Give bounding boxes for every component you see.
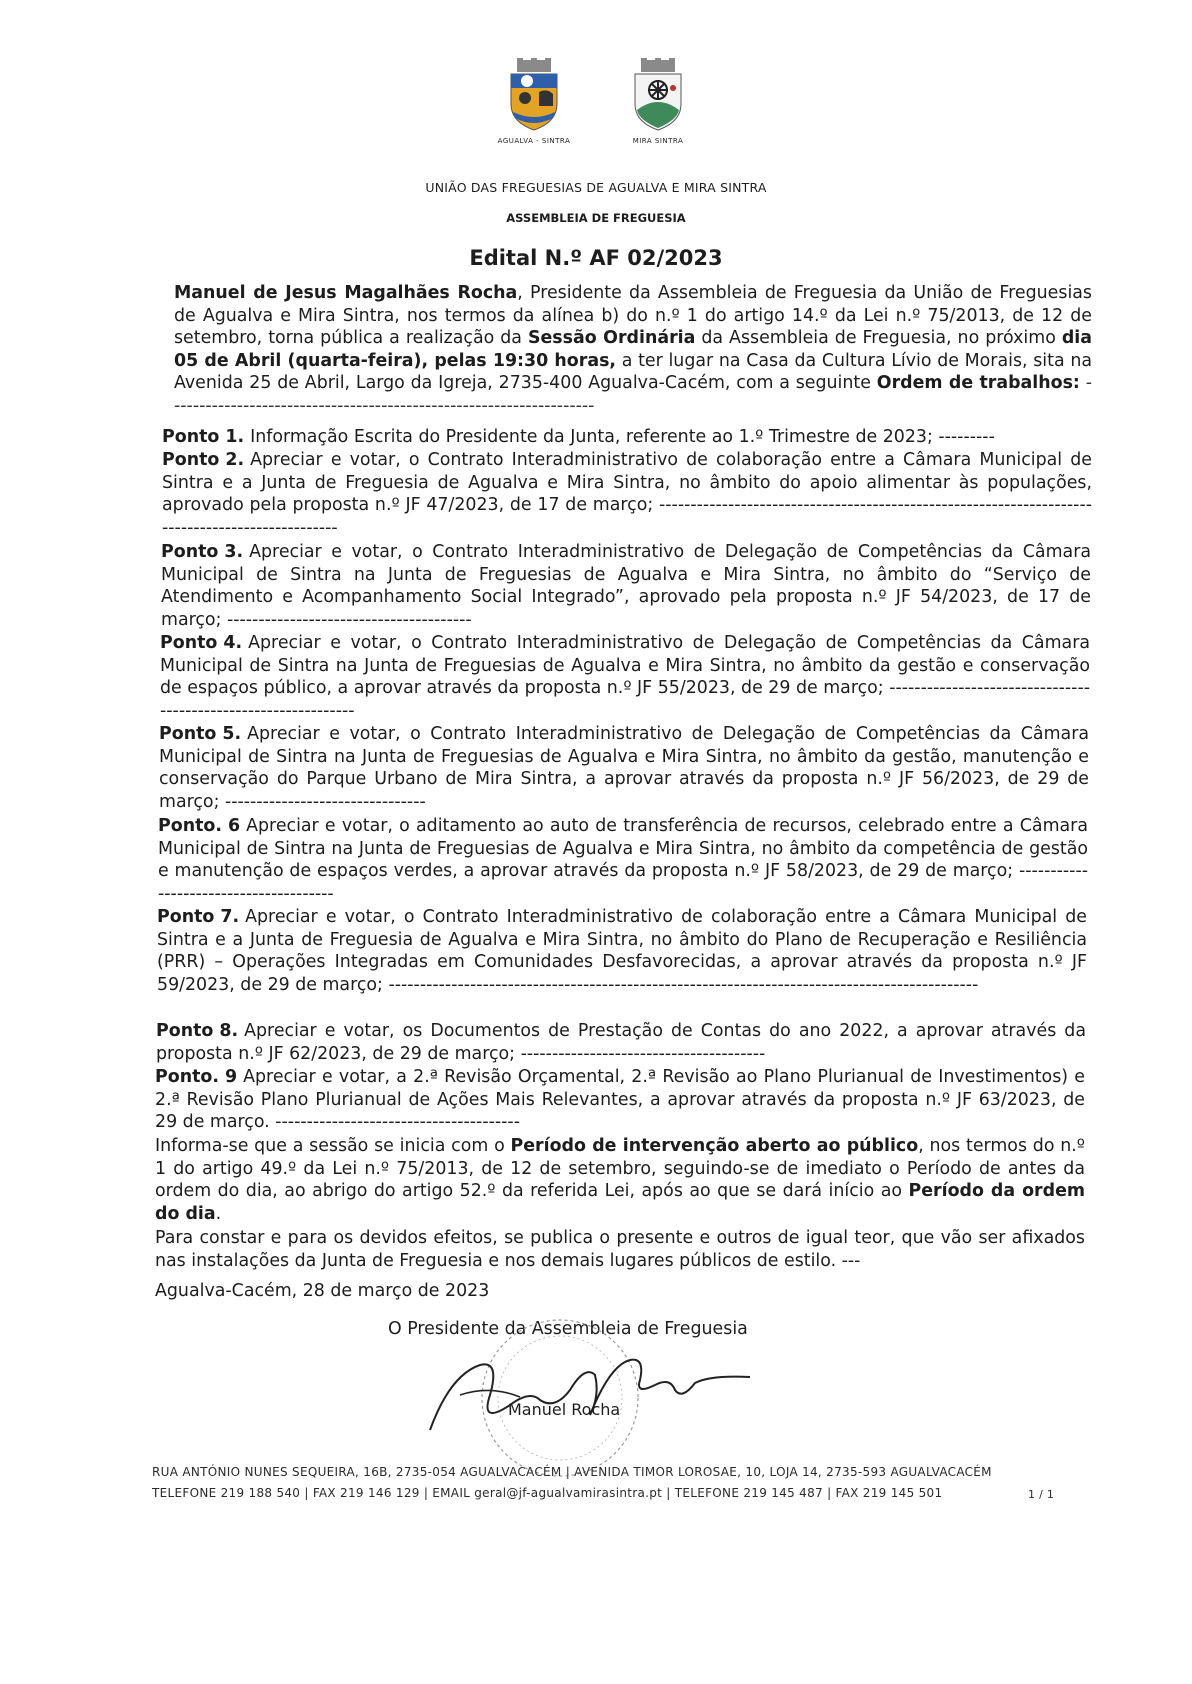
agenda-item-5 [159, 723, 1089, 813]
agenda-item-label: Ponto. 9 [155, 1067, 238, 1087]
mira-sintra-coat-of-arms-icon [627, 58, 689, 136]
agenda-item-8 [156, 1020, 1086, 1065]
agenda-item-label: Ponto 7. [157, 907, 240, 927]
president-name: Manuel de Jesus Magalhães Rocha [174, 283, 518, 303]
agenda-item-text: Apreciar e votar, o aditamento ao auto de transferência de recursos, celebrado entre a Câmara Municipal de Sintra na Junta de Freguesias de Agualva e Mira Sintra, no âmbito da competência de gestão e manutenção de espaços verdes, a aprovar através da proposta n.º JF 58/2023, de 29 de março; --------------------------------------- [158, 816, 1088, 904]
document-title: Edital N.º AF 02/2023 [469, 246, 723, 270]
agenda-period: Período da ordem do dia [155, 1181, 1085, 1224]
place-date: Agualva-Cacém, 28 de março de 2023 [155, 1281, 490, 1301]
session-type: Sessão Ordinária [527, 328, 696, 349]
signatory-role: O Presidente da Assembleia de Freguesia [388, 1319, 748, 1339]
organization-name: UNIÃO DAS FREGUESIAS DE AGUALVA E MIRA SINTRA [425, 180, 767, 195]
agenda-item-3 [161, 541, 1091, 631]
agenda-item-label: Ponto 5. [159, 724, 242, 744]
public-intervention-period: Período de intervenção aberto ao público [510, 1136, 919, 1156]
agenda-item-2 [162, 449, 1092, 539]
agenda-item-6 [158, 815, 1088, 905]
agenda-item-label: Ponto 8. [156, 1021, 239, 1041]
agenda-item-text: Apreciar e votar, o Contrato Interadministrativo de Delegação de Competências da Câmara Municipal de Sintra na Junta de Freguesias de Agualva e Mira Sintra, no âmbito da gestão e conservação de espaços público, a aprovar através da proposta n.º JF 55/2023, de 29 de março; --------------------------------------------------------------- [160, 633, 1090, 721]
crest-agualva [489, 58, 579, 158]
session-date-time: dia 05 de Abril (quarta-feira), pelas 19:30 horas, [174, 328, 1092, 371]
agualva-coat-of-arms-icon [503, 58, 565, 136]
footer-contacts: TELEFONE 219 188 540 | FAX 219 146 129 | EMAIL geral@jf-agualvamirasintra.pt | TELEFONE 219 145 487 | FAX 219 145 501 [152, 1486, 943, 1500]
handwritten-signature [420, 1335, 760, 1445]
intro-text-1: , Presidente da Assembleia de Freguesia da União de Freguesias de Agualva e Mira Sintra, nos termos da alínea b) do n.º 1 do artigo 14.º da Lei n.º 75/2013, de 12 de setembro, torna pública a realização da [174, 283, 1092, 349]
crest-left-label: AGUALVA - SINTRA [497, 137, 571, 145]
agenda-item-label: Ponto. 6 [158, 816, 241, 836]
agenda-label: Ordem de trabalhos: [876, 373, 1080, 394]
crests [0, 58, 1192, 158]
signatory-name: Manuel Rocha [508, 1400, 621, 1419]
intro-paragraph [174, 282, 1092, 418]
agenda-item-text: Apreciar e votar, o Contrato Interadministrativo de Delegação de Competências da Câmara Municipal de Sintra na Junta de Freguesias de Agualva e Mira Sintra, no âmbito do “Serviço de Atendimento e Acompanhamento Social Integrado”, aprovado pela proposta n.º JF 54/2023, de 17 de março; --------------------------------------- [161, 542, 1091, 630]
agenda-item-text: Apreciar e votar, os Documentos de Prestação de Contas do ano 2022, a aprovar através da proposta n.º JF 62/2023, de 29 de março; --------------------------------------- [156, 1021, 1086, 1064]
agenda-item-label: Ponto 3. [161, 542, 244, 562]
agenda-item-text: Apreciar e votar, o Contrato Interadministrativo de colaboração entre a Câmara Municipal de Sintra e a Junta de Freguesia de Agualva e Mira Sintra, no âmbito do apoio alimentar às populações, aprovado pela proposta n.º JF 47/2023, de 17 de março; ------------------------------------------------------------------------------------------------- [162, 450, 1092, 538]
agenda-item-label: Ponto 2. [162, 450, 245, 470]
publication-paragraph: Para constar e para os devidos efeitos, se publica o presente e outros de igual teor, que vão ser afixados nas instalações da Junta de Freguesia e nos demais lugares públicos de estilo. --- [155, 1228, 1085, 1271]
closing-text-c: , nos termos do n.º 1 do artigo 49.º da Lei n.º 75/2013, de 12 de setembro, seguindo-se de imediato o Período de antes da ordem do dia, ao abrigo do artigo 52.º da referida Lei, após ao que se dará início ao [155, 1136, 1085, 1202]
agenda-item-label: Ponto 1. [162, 427, 245, 447]
agenda-item-9 [155, 1066, 1085, 1134]
agenda-item-4 [160, 632, 1090, 722]
crest-right-label: MIRA SINTRA [632, 137, 684, 145]
agenda-item-text: Apreciar e votar, o Contrato Interadministrativo de Delegação de Competências da Câmara Municipal de Sintra na Junta de Freguesias de Agualva e Mira Sintra, no âmbito da gestão, manutenção e conservação do Parque Urbano de Mira Sintra, a aprovar através da proposta n.º JF 56/2023, de 29 de março; -------------------------------- [159, 724, 1089, 812]
agenda-item-label: Ponto 4. [160, 633, 243, 653]
footer-address: RUA ANTÓNIO NUNES SEQUEIRA, 16B, 2735-054 AGUALVACACÉM | AVENIDA TIMOR LOROSAE, 10, LOJA 14, 2735-593 AGUALVACACÉM [152, 1465, 992, 1479]
assembly-name: ASSEMBLEIA DE FREGUESIA [506, 211, 686, 225]
crest-mira-sintra [613, 58, 703, 158]
closing-text-a: Informa-se que a sessão se inicia com o [155, 1136, 511, 1156]
agenda-item-1 [162, 426, 1092, 449]
intro-text-3: a ter lugar na Casa da Cultura Lívio de Morais, sita na Avenida 25 de Abril, Largo da Igreja, 2735-400 Agualva-Cacém, com a seguinte [174, 350, 1092, 394]
agenda-item-text: Informação Escrita do Presidente da Junta, referente ao 1.º Trimestre de 2023; --------- [250, 427, 995, 447]
agenda-item-text: Apreciar e votar, a 2.ª Revisão Orçamental, 2.ª Revisão ao Plano Plurianual de Investimentos) e 2.ª Revisão Plano Plurianual de Ações Mais Relevantes, a aprovar através da proposta n.º JF 63/2023, de 29 de março. --------------------------------------- [155, 1067, 1085, 1133]
session-info-paragraph [155, 1135, 1085, 1225]
agenda-item-7 [157, 906, 1087, 996]
agenda-item-text: Apreciar e votar, o Contrato Interadministrativo de colaboração entre a Câmara Municipal de Sintra e a Junta de Freguesia de Agualva e Mira Sintra, no âmbito do Plano de Recuperação e Resiliência (PRR) – Operações Integradas em Comunidades Desfavorecidas, a aprovar através da proposta n.º JF 59/2023, de 29 de março; ---------------------------------------------------------------------------------------------- [157, 907, 1087, 995]
intro-text-2: da Assembleia de Freguesia, no próximo [695, 328, 1062, 349]
page-number: 1 / 1 [1028, 1488, 1055, 1501]
closing-text-e: . [215, 1203, 222, 1224]
intro-dashes: -------------------------------------------------------------------- [174, 373, 1093, 416]
